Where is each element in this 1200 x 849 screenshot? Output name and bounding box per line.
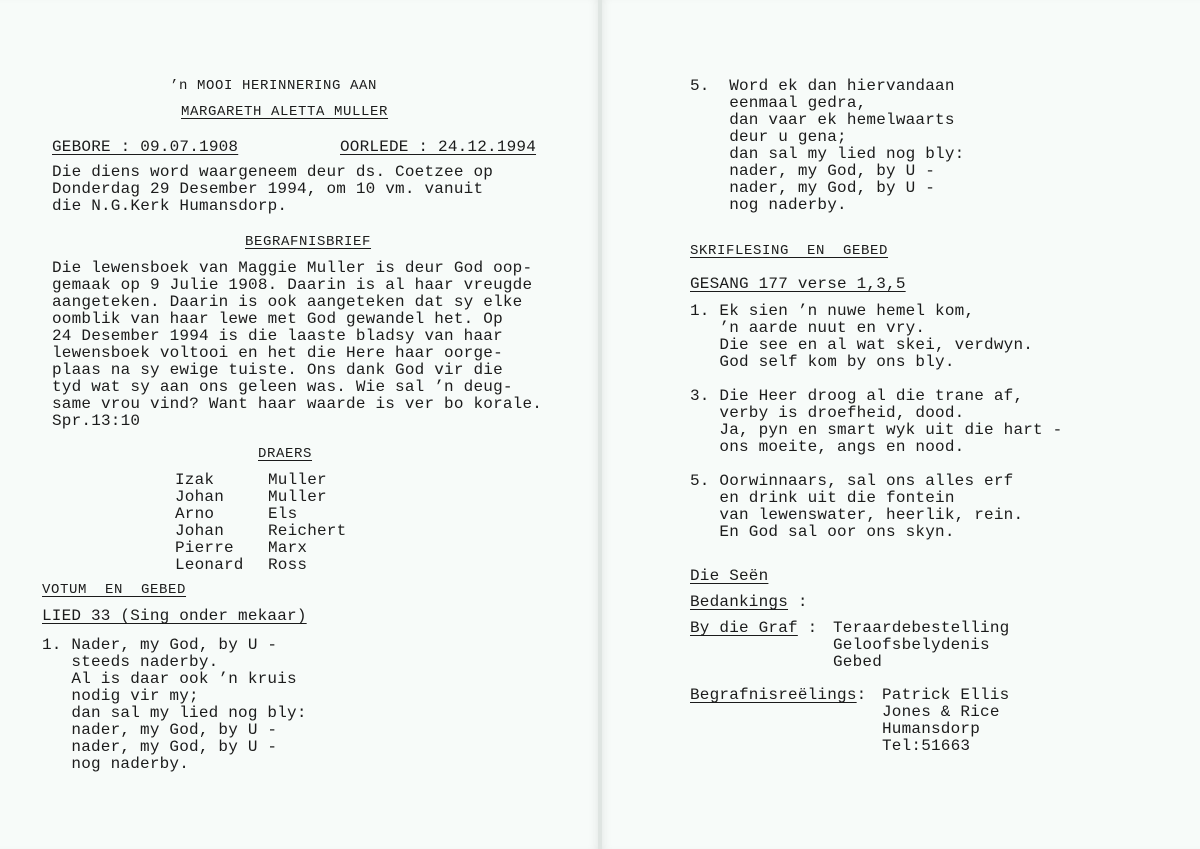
funeral-item: Patrick Ellis <box>882 686 1010 704</box>
right-page <box>602 0 1200 849</box>
text-line: tyd wat sy aan ons geleen was. Wie sal ’n deug- <box>52 378 513 396</box>
text-line: lewensboek voltooi en het die Here haar oorge- <box>52 344 503 362</box>
verse-line: eenmaal gedra, <box>690 94 867 112</box>
gesang-verse-1 <box>690 303 1033 371</box>
hymn-title: LIED 33 (Sing onder mekaar) <box>42 607 307 625</box>
bearer-last-name: Muller <box>268 471 327 489</box>
text-line: Donderdag 29 Desember 1994, om 10 vm. vanuit <box>52 180 484 198</box>
grave-items <box>833 620 1009 671</box>
memorial-heading: ’n MOOI HERINNERING AAN <box>170 78 378 94</box>
left-page <box>0 0 598 849</box>
bearer-first-name: Izak <box>175 471 215 489</box>
bearer-last-name: Marx <box>268 539 308 557</box>
verse-line: 1. Nader, my God, by U - <box>42 636 278 654</box>
blessing: Die Seën <box>690 567 769 585</box>
gesang-verse-5 <box>690 473 1023 541</box>
hymn-verse-5 <box>690 78 964 214</box>
verse-line: 5. Oorwinnaars, sal ons alles erf <box>690 472 1014 490</box>
verse-line: deur u gena; <box>690 128 847 146</box>
verse-line: ons moeite, angs en nood. <box>690 438 965 456</box>
verse-line: God self kom by ons bly. <box>690 353 955 371</box>
text-line: gemaak op 9 Julie 1908. Daarin is al haar vreugde <box>52 276 533 294</box>
verse-line: steeds naderby. <box>42 653 219 671</box>
deceased-name: MARGARETH ALETTA MULLER <box>181 104 389 120</box>
text-line: plaas na sy ewige tuiste. Ons dank God vir die <box>52 361 503 379</box>
funeral-section: Begrafnisreëlings: <box>690 686 867 704</box>
bearer-last-name: Ross <box>268 556 308 574</box>
verse-line: en drink uit die fontein <box>690 489 955 507</box>
verse-line: nader, my God, by U - <box>690 162 936 180</box>
verse-line: ’n aarde nuut en vry. <box>690 319 926 337</box>
text-line: Spr.13:10 <box>52 412 141 430</box>
text-line: oomblik van haar lewe met God gewandel het. Op <box>52 310 503 328</box>
verse-line: nader, my God, by U - <box>42 721 278 739</box>
bearer-last-name: Reichert <box>268 522 347 540</box>
thanks-colon: : <box>797 593 808 611</box>
verse-line: Die see en al wat skei, verdwyn. <box>690 336 1034 354</box>
grave-item: Teraardebestelling <box>833 619 1010 637</box>
bearer-first-name: Pierre <box>175 539 234 557</box>
text-line: same vrou vind? Want haar waarde is ver bo korale. <box>52 395 543 413</box>
verse-line: 3. Die Heer droog al die trane af, <box>690 387 1024 405</box>
bearer-first-name: Arno <box>175 505 215 523</box>
text-line: Die lewensboek van Maggie Muller is deur God oop- <box>52 259 533 277</box>
funeral-item: Tel:51663 <box>882 737 971 755</box>
gesang-title: GESANG 177 verse 1,3,5 <box>690 275 906 293</box>
bearer-first-name: Johan <box>175 488 225 506</box>
funeral-items <box>882 687 1009 755</box>
verse-line: 5. Word ek dan hiervandaan <box>690 77 955 95</box>
bearers-title: DRAERS <box>258 446 313 462</box>
bearers-first-names <box>175 472 244 574</box>
thanks-heading <box>690 594 808 611</box>
bearer-first-name: Johan <box>175 522 225 540</box>
bearer-last-name: Muller <box>268 488 327 506</box>
verse-line: verby is droefheid, dood. <box>690 404 965 422</box>
gesang-verse-3 <box>690 388 1062 456</box>
birth-date: GEBORE : 09.07.1908 <box>52 138 239 156</box>
death-date: OORLEDE : 24.12.1994 <box>340 138 537 156</box>
verse-line: dan vaar ek hemelwaarts <box>690 111 955 129</box>
bearer-first-name: Leonard <box>175 556 244 574</box>
scripture-heading: SKRIFLESING EN GEBED <box>690 243 889 259</box>
verse-line: Al is daar ook ’n kruis <box>42 670 297 688</box>
obituary-title: BEGRAFNISBRIEF <box>245 234 372 250</box>
verse-line: nog naderby. <box>690 196 847 214</box>
thanks-label: Bedankings <box>690 593 789 611</box>
grave-section: By die Graf : <box>690 619 818 637</box>
verse-line: nader, my God, by U - <box>690 179 936 197</box>
verse-line: 1. Ek sien ’n nuwe hemel kom, <box>690 302 975 320</box>
hymn-verse-1 <box>42 637 307 773</box>
service-details <box>52 164 493 215</box>
funeral-item: Jones & Rice <box>882 703 1000 721</box>
grave-item: Geloofsbelydenis <box>833 636 990 654</box>
funeral-item: Humansdorp <box>882 720 981 738</box>
verse-line: Ja, pyn en smart wyk uit die hart - <box>690 421 1063 439</box>
text-line: 24 Desember 1994 is die laaste bladsy van haar <box>52 327 503 345</box>
verse-line: En God sal oor ons skyn. <box>690 523 955 541</box>
funeral-label: Begrafnisreëlings <box>690 686 857 704</box>
verse-line: dan sal my lied nog bly: <box>690 145 965 163</box>
verse-line: nader, my God, by U - <box>42 738 278 756</box>
grave-item: Gebed <box>833 653 883 671</box>
bearers-last-names <box>268 472 346 574</box>
verse-line: dan sal my lied nog bly: <box>42 704 307 722</box>
text-line: aangeteken. Daarin is ook aangeteken dat sy elke <box>52 293 523 311</box>
bearer-last-name: Els <box>268 505 298 523</box>
text-line: Die diens word waargeneem deur ds. Coetzee op <box>52 163 494 181</box>
obituary-text <box>52 260 542 430</box>
verse-line: nog naderby. <box>42 755 190 773</box>
verse-line: nodig vir my; <box>42 687 199 705</box>
text-line: die N.G.Kerk Humansdorp. <box>52 197 288 215</box>
grave-label: By die Graf <box>690 619 798 637</box>
verse-line: van lewenswater, heerlik, rein. <box>690 506 1024 524</box>
votum-heading: VOTUM EN GEBED <box>42 582 187 598</box>
